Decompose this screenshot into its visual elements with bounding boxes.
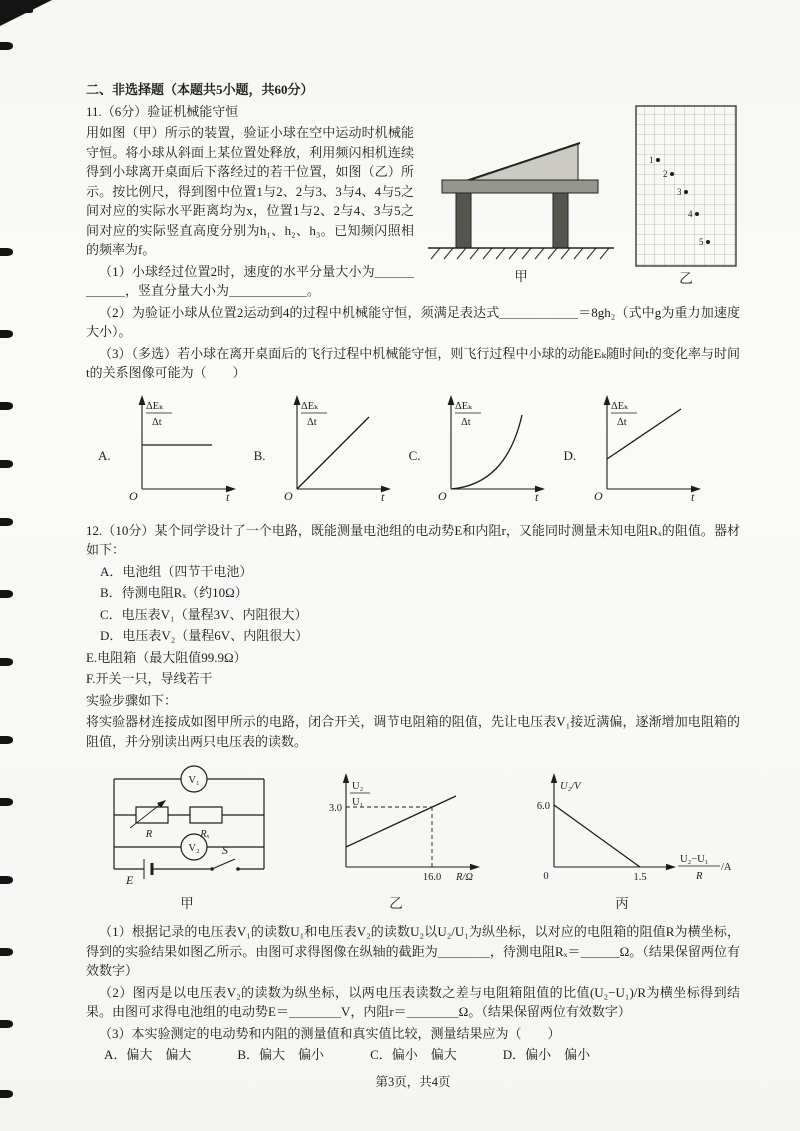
- graph-bing: [510, 765, 734, 893]
- table-top: [442, 180, 598, 193]
- question-12: [86, 521, 740, 1065]
- apparatus-figure: [426, 118, 616, 287]
- x-unit-label: /A: [721, 862, 732, 873]
- switch-lever: [212, 859, 235, 869]
- y-frac-denominator: U₁: [352, 797, 364, 808]
- x-axis-label: R/Ω: [456, 872, 473, 883]
- x-tick-16: 16.0: [422, 872, 442, 883]
- origin-label: O: [283, 488, 293, 503]
- t-axis-label: t: [225, 489, 229, 503]
- option-a-label: A.: [98, 447, 111, 463]
- steps-body: 将实验器材连接成如图甲所示的电路，闭合开关，调节电阻箱的阻值，先让电压表V₁接近满偏，逐渐增加电阻箱的阻值，并分别读出两只电压表的读数。: [86, 714, 740, 749]
- q11-part2: （2）为验证小球从位置2运动到4的过程中机械能守恒，须满足表达式＿＿＿＿＿＿＝8gh₂（式中g为重力加速度大小）。: [86, 304, 740, 339]
- equipment-item: E.电阻箱（最大阻值99.9Ω）: [86, 649, 247, 665]
- strobe-point-label: 4: [688, 208, 693, 219]
- y-tick-3: 3.0: [328, 803, 342, 814]
- t-axis-label: t: [380, 489, 384, 503]
- x-frac-denominator: R: [696, 871, 703, 882]
- option-c-label: C.: [408, 447, 421, 463]
- strobe-dot-3: [684, 190, 688, 194]
- page-content: [86, 80, 740, 1092]
- resistor-rx-label: Rₓ: [200, 829, 210, 840]
- graph-option-d: [563, 389, 705, 503]
- frac-numerator: ΔEₖ: [611, 400, 629, 412]
- answer-option-c: C．偏小 偏大: [370, 1047, 457, 1063]
- section-header: 二、非选择题（本题共5小题，共60分）: [86, 82, 314, 97]
- frac-denominator: Δt: [151, 416, 162, 428]
- y-tick-6: 6.0: [536, 801, 550, 812]
- origin-label: O: [128, 488, 138, 503]
- graph-yi-figure: [306, 765, 486, 914]
- strobe-dot-5: [706, 240, 710, 244]
- graph-option-c: [409, 389, 550, 503]
- y-axis-label: U₂/V: [560, 781, 581, 792]
- q11-part1: （1）小球经过位置2时，速度的水平分量大小为＿＿＿＿＿＿，竖直分量大小为＿＿＿＿＿＿。: [86, 263, 414, 298]
- graph-yi: [306, 765, 486, 893]
- question-11: [86, 102, 740, 503]
- t-axis-label: t: [535, 489, 539, 503]
- equipment-item: C．电压表V₁（量程3V、内阻很大）: [100, 606, 308, 622]
- strobe-point-label: 5: [699, 236, 704, 247]
- option-b-label: B.: [253, 447, 266, 463]
- equipment-item: F.开关一只，导线若干: [86, 671, 213, 686]
- origin-label: O: [594, 488, 603, 503]
- strobe-point-label: 1: [649, 154, 654, 165]
- q12-part3: （3）本实验测定的电动势和内阻的测量值和真实值比较，测量结果应为（ ）: [99, 1025, 561, 1041]
- frac-denominator: Δt: [306, 416, 317, 428]
- figure-yi-label: 乙: [679, 270, 693, 286]
- q12-title: 12.（10分）某个同学设计了一个电路，既能测量电池组的电动势E和内阻r，又能同时测量未知电阻Rₓ的阻值。器材如下：: [86, 522, 740, 557]
- page-footer: 第3页，共4页: [375, 1074, 451, 1089]
- frac-denominator: Δt: [617, 416, 627, 428]
- frac-numerator: ΔEₖ: [455, 400, 473, 412]
- y-frac-numerator: U₂: [352, 781, 364, 792]
- graph-a-constant: [112, 389, 240, 503]
- q12-part2: （2）图丙是以电压表V₂的读数为纵坐标，以两电压表读数之差与电阻箱阻值的比值(U₂−U₁)/R为横坐标得到结果。由图可求得电池组的电动势E＝＿＿＿＿V，内阻r＝＿＿＿＿Ω。（结果保留两位有效数字）: [86, 984, 740, 1020]
- switch-label: S: [222, 843, 228, 857]
- strobe-point-label: 2: [663, 168, 668, 179]
- strobe-grid: [634, 104, 738, 268]
- voltmeter-v2-label: V₂: [188, 843, 200, 854]
- graph-b-linear-origin: [267, 389, 395, 503]
- figure-jia-label: 甲: [514, 268, 528, 284]
- graph-bing-figure: [510, 765, 734, 914]
- answer-option-b: B．偏大 偏小: [237, 1047, 325, 1063]
- resistor-rx: [190, 807, 222, 823]
- graph-c-concave-up: [421, 389, 549, 503]
- voltmeter-v1-label: V₁: [188, 775, 200, 786]
- q12-answer-options: [86, 1045, 740, 1065]
- frac-numerator: ΔEₖ: [145, 400, 163, 412]
- frac-numerator: ΔEₖ: [300, 400, 318, 412]
- steps-header: 实验步骤如下：: [86, 692, 178, 708]
- strobe-grid-figure: [634, 104, 738, 289]
- strobe-point-label: 3: [677, 186, 682, 197]
- strobe-dot-2: [670, 172, 674, 176]
- graph-option-b: [254, 389, 395, 503]
- graph-yi-label: 乙: [389, 896, 403, 911]
- q11-part3: （3）（多选）若小球在离开桌面后的飞行过程中机械能守恒，则飞行过程中小球的动能Eₖ随时间t的变化率与时间t的关系图像可能为（ ）: [86, 345, 740, 380]
- equipment-item: B．待测电阻Rₓ（约10Ω）: [100, 585, 248, 600]
- resistance-box-r: [136, 807, 168, 823]
- q11-graph-options: [98, 389, 740, 503]
- option-d-label: D.: [563, 447, 577, 463]
- q12-figures: [86, 759, 740, 914]
- equipment-item: A．电池组（四节干电池）: [100, 563, 253, 579]
- circuit-figure-label: 甲: [180, 896, 194, 911]
- origin-label: 0: [543, 871, 549, 882]
- equipment-item: D．电压表V₂（量程6V、内阻很大）: [100, 628, 309, 643]
- q12-part1: （1）根据记录的电压表V₁的读数U₁和电压表V₂的读数U₂以U₂/U₁为纵坐标，以对应的电阻箱的阻值R为横坐标，得到的实验结果如图乙所示。由图可求得图像在纵轴的截距为＿＿＿＿，待测电阻Rₓ＝＿＿＿Ω。（结果保留两位有效数字）: [86, 924, 740, 979]
- x-frac-numerator: U₂−U₁: [680, 854, 709, 865]
- graph-bing-label: 丙: [615, 896, 629, 911]
- graph-option-a: [98, 389, 240, 503]
- battery-label: E: [126, 873, 134, 887]
- ground-hatching: [431, 248, 609, 259]
- apparatus-drawing: [426, 118, 616, 266]
- frac-denominator: Δt: [461, 416, 472, 428]
- t-axis-label: t: [691, 489, 695, 503]
- circuit-figure: [92, 759, 282, 914]
- resistance-box-label: R: [145, 829, 153, 840]
- answer-option-d: D．偏小 偏小: [502, 1047, 591, 1063]
- scan-corner-mark: [0, 0, 52, 26]
- q11-title: 11.（6分）验证机械能守恒: [86, 103, 239, 119]
- circuit-diagram: [92, 759, 282, 893]
- q11-body: 用如图（甲）所示的装置，验证小球在空中运动时机械能守恒。将小球从斜面上某位置处释放，利用频闪相机连续得到小球离开桌面后下落经过的若干位置，如图（乙）所示。按比例尺，得到图中位置1与2、2与3、3与4、4与5之间对应的实际水平距离均为x，位置1与2、2与4、3与5之间对应的实际竖直高度分别为h₁、h₂、h₃。已知频闪照相的频率为f。: [86, 125, 414, 257]
- graph-d-linear-intercept: [577, 389, 705, 503]
- x-tick-15: 1.5: [633, 872, 647, 883]
- strobe-dot-1: [656, 158, 660, 162]
- table-leg: [553, 193, 568, 248]
- table-leg: [456, 193, 471, 248]
- origin-label: O: [438, 488, 448, 503]
- answer-option-a: A．偏大 偏大: [104, 1047, 192, 1063]
- strobe-dot-4: [695, 212, 699, 216]
